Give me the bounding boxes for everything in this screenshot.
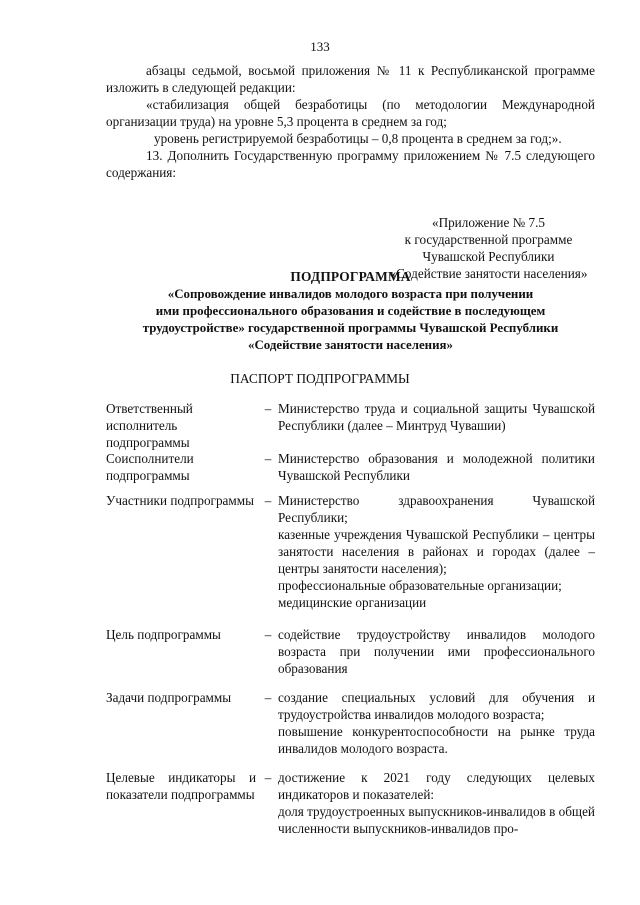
- row-value: Министерство образования и молодежной политики Чувашской Республики: [278, 451, 595, 483]
- row-dash: –: [264, 690, 272, 705]
- row-value-line: профессиональные образовательные организации;: [278, 578, 562, 593]
- row-value-line: создание специальных условий для обучения и трудоустройства инвалидов молодого возраста;: [278, 690, 595, 722]
- subprogram-name-line-3: трудоустройстве» государственной программы Чувашской Республики: [142, 321, 559, 335]
- row-value-line: казенные учреждения Чувашской Республики – центры занятости населения в районах и городах (далее – центры занятости населения);: [278, 527, 595, 576]
- passport-title: ПАСПОРТ ПОДПРОГРАММЫ: [230, 371, 410, 386]
- row-label: Участники подпрограммы: [106, 493, 254, 508]
- row-dash: –: [264, 451, 272, 466]
- row-value-line: Министерство здравоохранения Чувашской Республики;: [278, 493, 595, 525]
- row-dash: –: [264, 401, 272, 416]
- row-value: [278, 689, 595, 757]
- row-dash: –: [264, 493, 272, 508]
- appendix-line-3: Чувашской Республики: [422, 249, 555, 264]
- intro-paragraph-2: «стабилизация общей безработицы (по методологии Международной организации труда) на уровне 5,3 процента в среднем за год;: [106, 97, 595, 129]
- row-label: Соисполнители подпрограммы: [106, 451, 194, 483]
- subprogram-name-line-4: «Содействие занятости населения»: [248, 338, 453, 352]
- subprogram-title: ПОДПРОГРАММА: [290, 269, 411, 284]
- row-value-line: медицинские организации: [278, 595, 427, 610]
- row-label: Ответственный исполнитель подпрограммы: [106, 401, 193, 450]
- row-label: Задачи подпрограммы: [106, 690, 232, 705]
- intro-paragraph-3: уровень регистрируемой безработицы – 0,8 процента в среднем за год;».: [154, 131, 562, 146]
- subprogram-name-line-1: «Сопровождение инвалидов молодого возраста при получении: [167, 287, 534, 301]
- row-label: Целевые индикаторы и показатели подпрограммы: [106, 770, 256, 802]
- subprogram-name: [106, 286, 595, 354]
- row-value-line: достижение к 2021 году следующих целевых индикаторов и показателей:: [278, 770, 595, 802]
- row-dash: –: [264, 627, 272, 642]
- intro-paragraph-1: абзацы седьмой, восьмой приложения № 11 к Республиканской программе изложить в следующей редакции:: [106, 63, 595, 95]
- row-value-line: доля трудоустроенных выпускников-инвалидов в общей численности выпускников-инвалидов про-: [278, 804, 595, 836]
- row-value: Министерство труда и социальной защиты Чувашской Республики (далее – Минтруд Чувашии): [278, 401, 595, 433]
- row-label: Цель подпрограммы: [106, 627, 221, 642]
- appendix-line-2: к государственной программе: [404, 232, 573, 247]
- row-value: [278, 769, 595, 837]
- appendix-line-1: «Приложение № 7.5: [431, 215, 546, 230]
- row-value: содействие трудоустройству инвалидов молодого возраста при получении ими профессионального образования: [278, 627, 595, 676]
- row-dash: –: [264, 770, 272, 785]
- appendix-line-4: «Содействие занятости населения»: [389, 266, 588, 281]
- intro-paragraph-4: 13. Дополнить Государственную программу приложением № 7.5 следующего содержания:: [106, 148, 595, 180]
- page-number: 133: [310, 39, 330, 54]
- subprogram-name-line-2: ими профессионального образования и содействие в последующем: [155, 304, 546, 318]
- row-value-line: повышение конкурентоспособности на рынке труда инвалидов молодого возраста.: [278, 724, 595, 756]
- row-value: [278, 492, 595, 611]
